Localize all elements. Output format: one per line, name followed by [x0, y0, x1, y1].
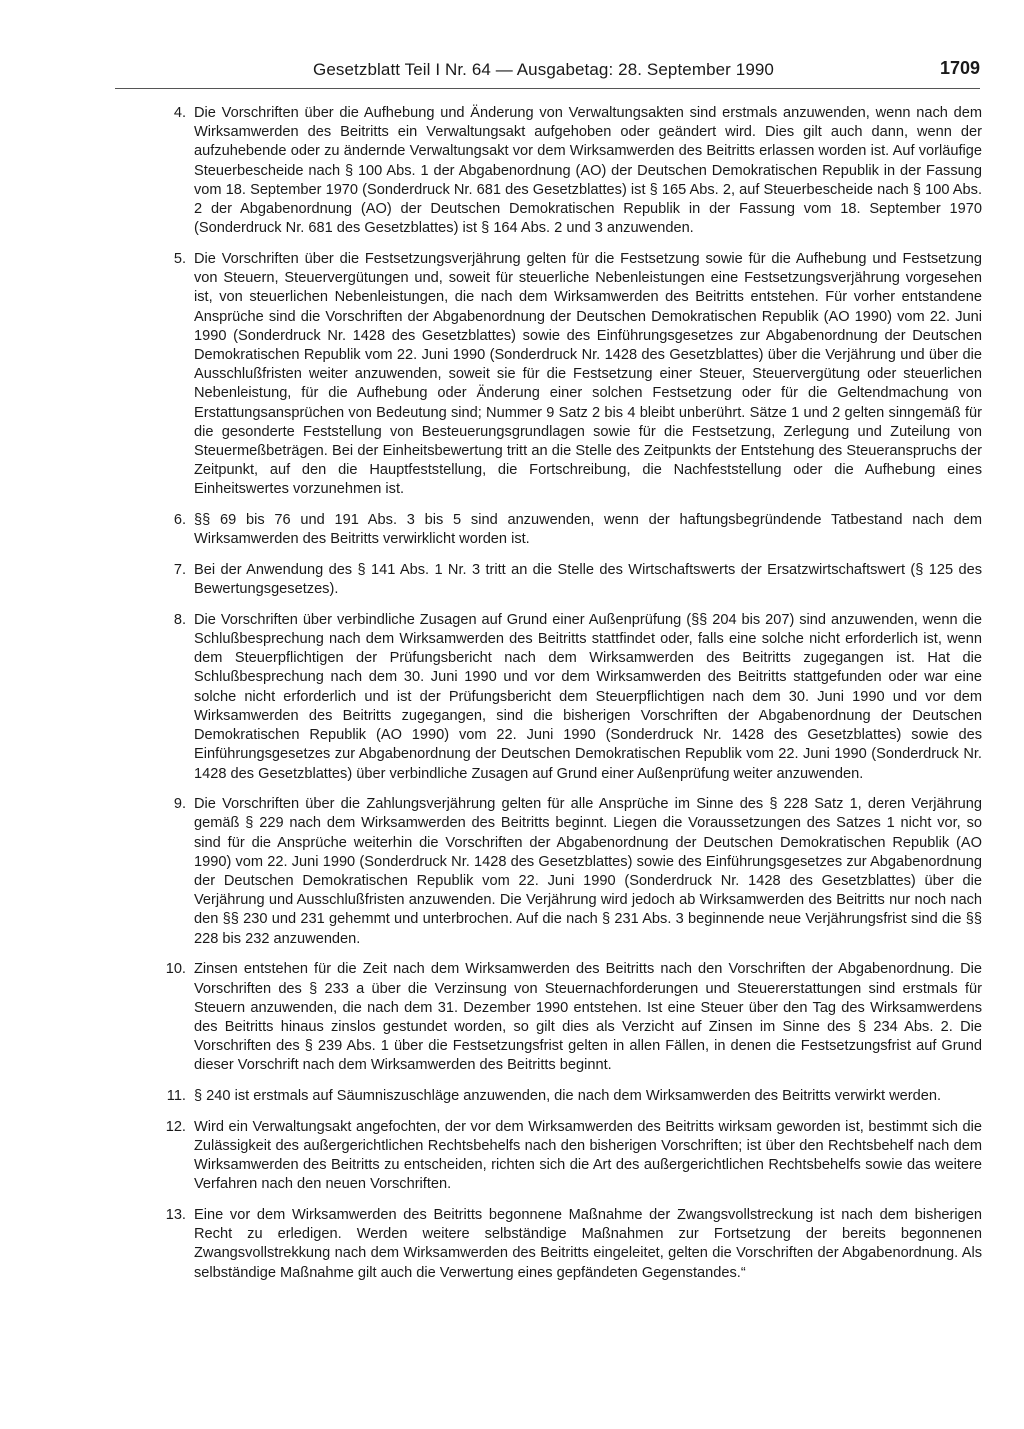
list-item [160, 1206, 982, 1283]
item-text: Zinsen entstehen für die Zeit nach dem Wirksamwerden des Beitritts nach den Vorschriften der Abgabenordnung. Die Vorschriften des § 233 a über die Verzinsung von Steuernachforderungen und Steuererstattungen sind erstmals für Steuern anzuwenden, die nach dem 31. Dezember 1990 entstehen. Ist eine Steuer über den Tag des Wirksamwerdens des Beitritts hinaus zinslos gestundet worden, so gilt dies als Verzicht auf Zinsen im Sinne des § 234 Abs. 2. Die Vorschriften des § 239 Abs. 1 über die Festsetzungsfrist gelten in allen Fällen, in denen die Festsetzungsfrist auf Grund dieser Vorschrift nach dem Wirksamwerden des Beitritts beginnt. [194, 961, 982, 1074]
item-number: 7. [173, 561, 186, 578]
item-number: 4. [173, 105, 186, 121]
item-number: 9. [173, 796, 186, 813]
page-number: 1709 [939, 58, 980, 78]
item-number: 13. [165, 1207, 186, 1224]
item-text: §§ 69 bis 76 und 191 Abs. 3 bis 5 sind anzuwenden, wenn der haftungsbegründende Tatbestand nach dem Wirksamwerden des Beitritts verwirklicht worden ist. [194, 512, 982, 548]
list-item [160, 561, 982, 599]
list-item [160, 250, 982, 500]
item-number: 11. [166, 1088, 186, 1105]
item-text: Die Vorschriften über verbindliche Zusagen auf Grund einer Außenprüfung (§§ 204 bis 207) sind anzuwenden, wenn die Schlußbesprechung nach dem Wirksamwerden des Beitritts stattfindet oder, falls eine solche nicht erforderlich ist, wenn dem Steuerpflichtigen der Prüfungsbericht nach dem Wirksamwerden des Beitritts zugegangen ist. Hat die Schlußbesprechung nach dem 30. Juni 1990 und vor dem Wirksamwerden des Beitritts stattgefunden oder war eine solche nicht erforderlich und ist der Prüfungsbericht dem Steuerpflichtigen nach dem 30. Juni 1990 und vor dem Wirksamwerden des Beitritts zugegangen, sind die bisherigen Vorschriften der Abgabenordnung der Deutschen Demokratischen Republik (AO 1990) vom 22. Juni 1990 (Sonderdruck Nr. 1428 des Gesetzblattes) sowie des Einführungsgesetzes zur Abgabenordnung der Deutschen Demokratischen Republik vom 22. Juni 1990 (Sonderdruck Nr. 1428 des Gesetzblattes) über verbindliche Zusagen auf Grund einer Außenprüfung weiter anzuwenden. [194, 611, 982, 782]
list-item [160, 795, 982, 949]
list-item [160, 611, 982, 784]
item-text: Eine vor dem Wirksamwerden des Beitritts begonnene Maßnahme der Zwangsvollstreckung ist nach dem bisherigen Recht zu erledigen. Werden weitere selbständige Maßnahmen zur Fortsetzung der bereits begonnenen Zwangsvollstrekkung nach dem Wirksamwerden des Beitritts eingeleitet, gelten die Vorschriften der Abgabenordnung. Als selbständige Maßnahme gilt auch die Verwertung eines gepfändeten Gegenstandes.“ [194, 1207, 982, 1281]
item-text: Die Vorschriften über die Festsetzungsverjährung gelten für die Festsetzung sowie für die Aufhebung und Festsetzung von Steuern, Steuervergütungen und, soweit für steuerliche Nebenleistungen eine Festsetzungsverjährung vorgesehen ist, von steuerlichen Nebenleistungen, die nach dem Wirksamwerden des Beitritts entstehen. Für vorher entstandene Ansprüche sind die Vorschriften der Abgabenordnung der Deutschen Demokratischen Republik (AO 1990) vom 22. Juni 1990 (Sonderdruck Nr. 1428 des Gesetzblattes) sowie des Einführungsgesetzes zur Abgabenordnung der Deutschen Demokratischen Republik vom 22. Juni 1990 (Sonderdruck Nr. 1428 des Gesetzblattes) über die Verjährung und über die Ausschlußfristen weiter anzuwenden, soweit sie für die Festsetzung einer Steuer, Steuervergütung oder steuerlichen Nebenleistung, für die Aufhebung oder Änderung einer solchen Festsetzung oder für die Geltendmachung von Erstattungsansprüchen von Bedeutung sind; Nummer 9 Satz 2 bis 4 bleibt unberührt. Sätze 1 und 2 gelten sinngemäß für die gesonderte Feststellung von Besteuerungsgrundlagen sowie für die Festsetzung, Zerlegung und Zuteilung von Steuermeßbeträgen. Bei der Einheitsbewertung tritt an die Stelle des Zeitpunkts der Entstehung des Steueranspruchs der Zeitpunkt, auf den die Hauptfeststellung, die Fortschreibung, die Nachfeststellung oder die Aufhebung eines Einheitswertes vorzunehmen ist. [194, 250, 982, 498]
item-number: 10. [165, 961, 186, 978]
item-text: Bei der Anwendung des § 141 Abs. 1 Nr. 3 tritt an die Stelle des Wirtschaftswerts der Ersatzwirtschaftswert (§ 125 des Bewertungsgesetzes). [194, 561, 982, 598]
list-item [160, 960, 982, 1075]
item-number: 8. [173, 611, 186, 628]
list-item [160, 1087, 982, 1106]
list-item [160, 104, 982, 238]
item-text: Die Vorschriften über die Aufhebung und Änderung von Verwaltungsakten sind erstmals anzuwenden, wenn nach dem Wirksamwerden des Beitritts ein Verwaltungsakt aufgehoben oder geändert wird. Dies gilt auch dann, wenn der aufzuhebende oder zu ändernde Verwaltungsakt vor dem Wirksamwerden des Beitritts erlassen worden ist. Auf vorläufige Steuerbescheide nach § 100 Abs. 1 der Abgabenordnung (AO) der Deutschen Demokratischen Republik in der Fassung vom 18. September 1970 (Sonderdruck Nr. 681 des Gesetzblattes) ist § 165 Abs. 2, auf Steuerbescheide nach § 100 Abs. 2 der Abgabenordnung (AO) der Deutschen Demokratischen Republik in der Fassung vom 18. September 1970 (Sonderdruck Nr. 681 des Gesetzblattes) ist § 164 Abs. 2 und 3 anzuwenden. [194, 105, 982, 237]
item-number: 5. [173, 250, 186, 267]
page-header [115, 58, 980, 89]
header-title: Gesetzblatt Teil I Nr. 64 — Ausgabetag: 28. September 1990 [313, 60, 774, 79]
item-number: 6. [173, 512, 186, 529]
item-number: 12. [165, 1118, 186, 1135]
item-text: Wird ein Verwaltungsakt angefochten, der vor dem Wirksamwerden des Beitritts wirksam geworden ist, bestimmt sich die Zulässigkeit des außergerichtlichen Rechtsbehelfs nach den bisherigen Vorschriften; ist über den Rechtsbehelf nach dem Wirksamwerden des Beitritts zu entscheiden, richten sich die Art des außergerichtlichen Rechtsbehelfs sowie das weitere Verfahren nach den neuen Vorschriften. [194, 1118, 982, 1193]
item-text: Die Vorschriften über die Zahlungsverjährung gelten für alle Ansprüche im Sinne des § 228 Satz 1, deren Verjährung gemäß § 229 nach dem Wirksamwerden des Beitritts beginnt. Liegen die Voraussetzungen des Satzes 1 nicht vor, so sind für die Ansprüche weiterhin die Vorschriften der Abgabenordnung der Deutschen Demokratischen Republik (AO 1990) vom 22. Juni 1990 (Sonderdruck Nr. 1428 des Gesetzblattes) sowie des Einführungsgesetzes zur Abgabenordnung der Deutschen Demokratischen Republik vom 22. Juni 1990 (Sonderdruck Nr. 1428 des Gesetzblattes) über die Verjährung und Ausschlußfristen anzuwenden. Die Verjährung wird jedoch ab Wirksamwerden des Beitritts nur noch nach den §§ 230 und 231 gehemmt und unterbrochen. Auf die nach § 231 Abs. 3 beginnende neue Verjährungsfrist sind die §§ 228 bis 232 anzuwenden. [194, 796, 982, 947]
provisions-list [160, 104, 982, 1294]
item-text: § 240 ist erstmals auf Säumniszuschläge anzuwenden, die nach dem Wirksamwerden des Beitritts verwirkt werden. [194, 1088, 942, 1105]
list-item [160, 511, 982, 549]
list-item [160, 1118, 982, 1195]
